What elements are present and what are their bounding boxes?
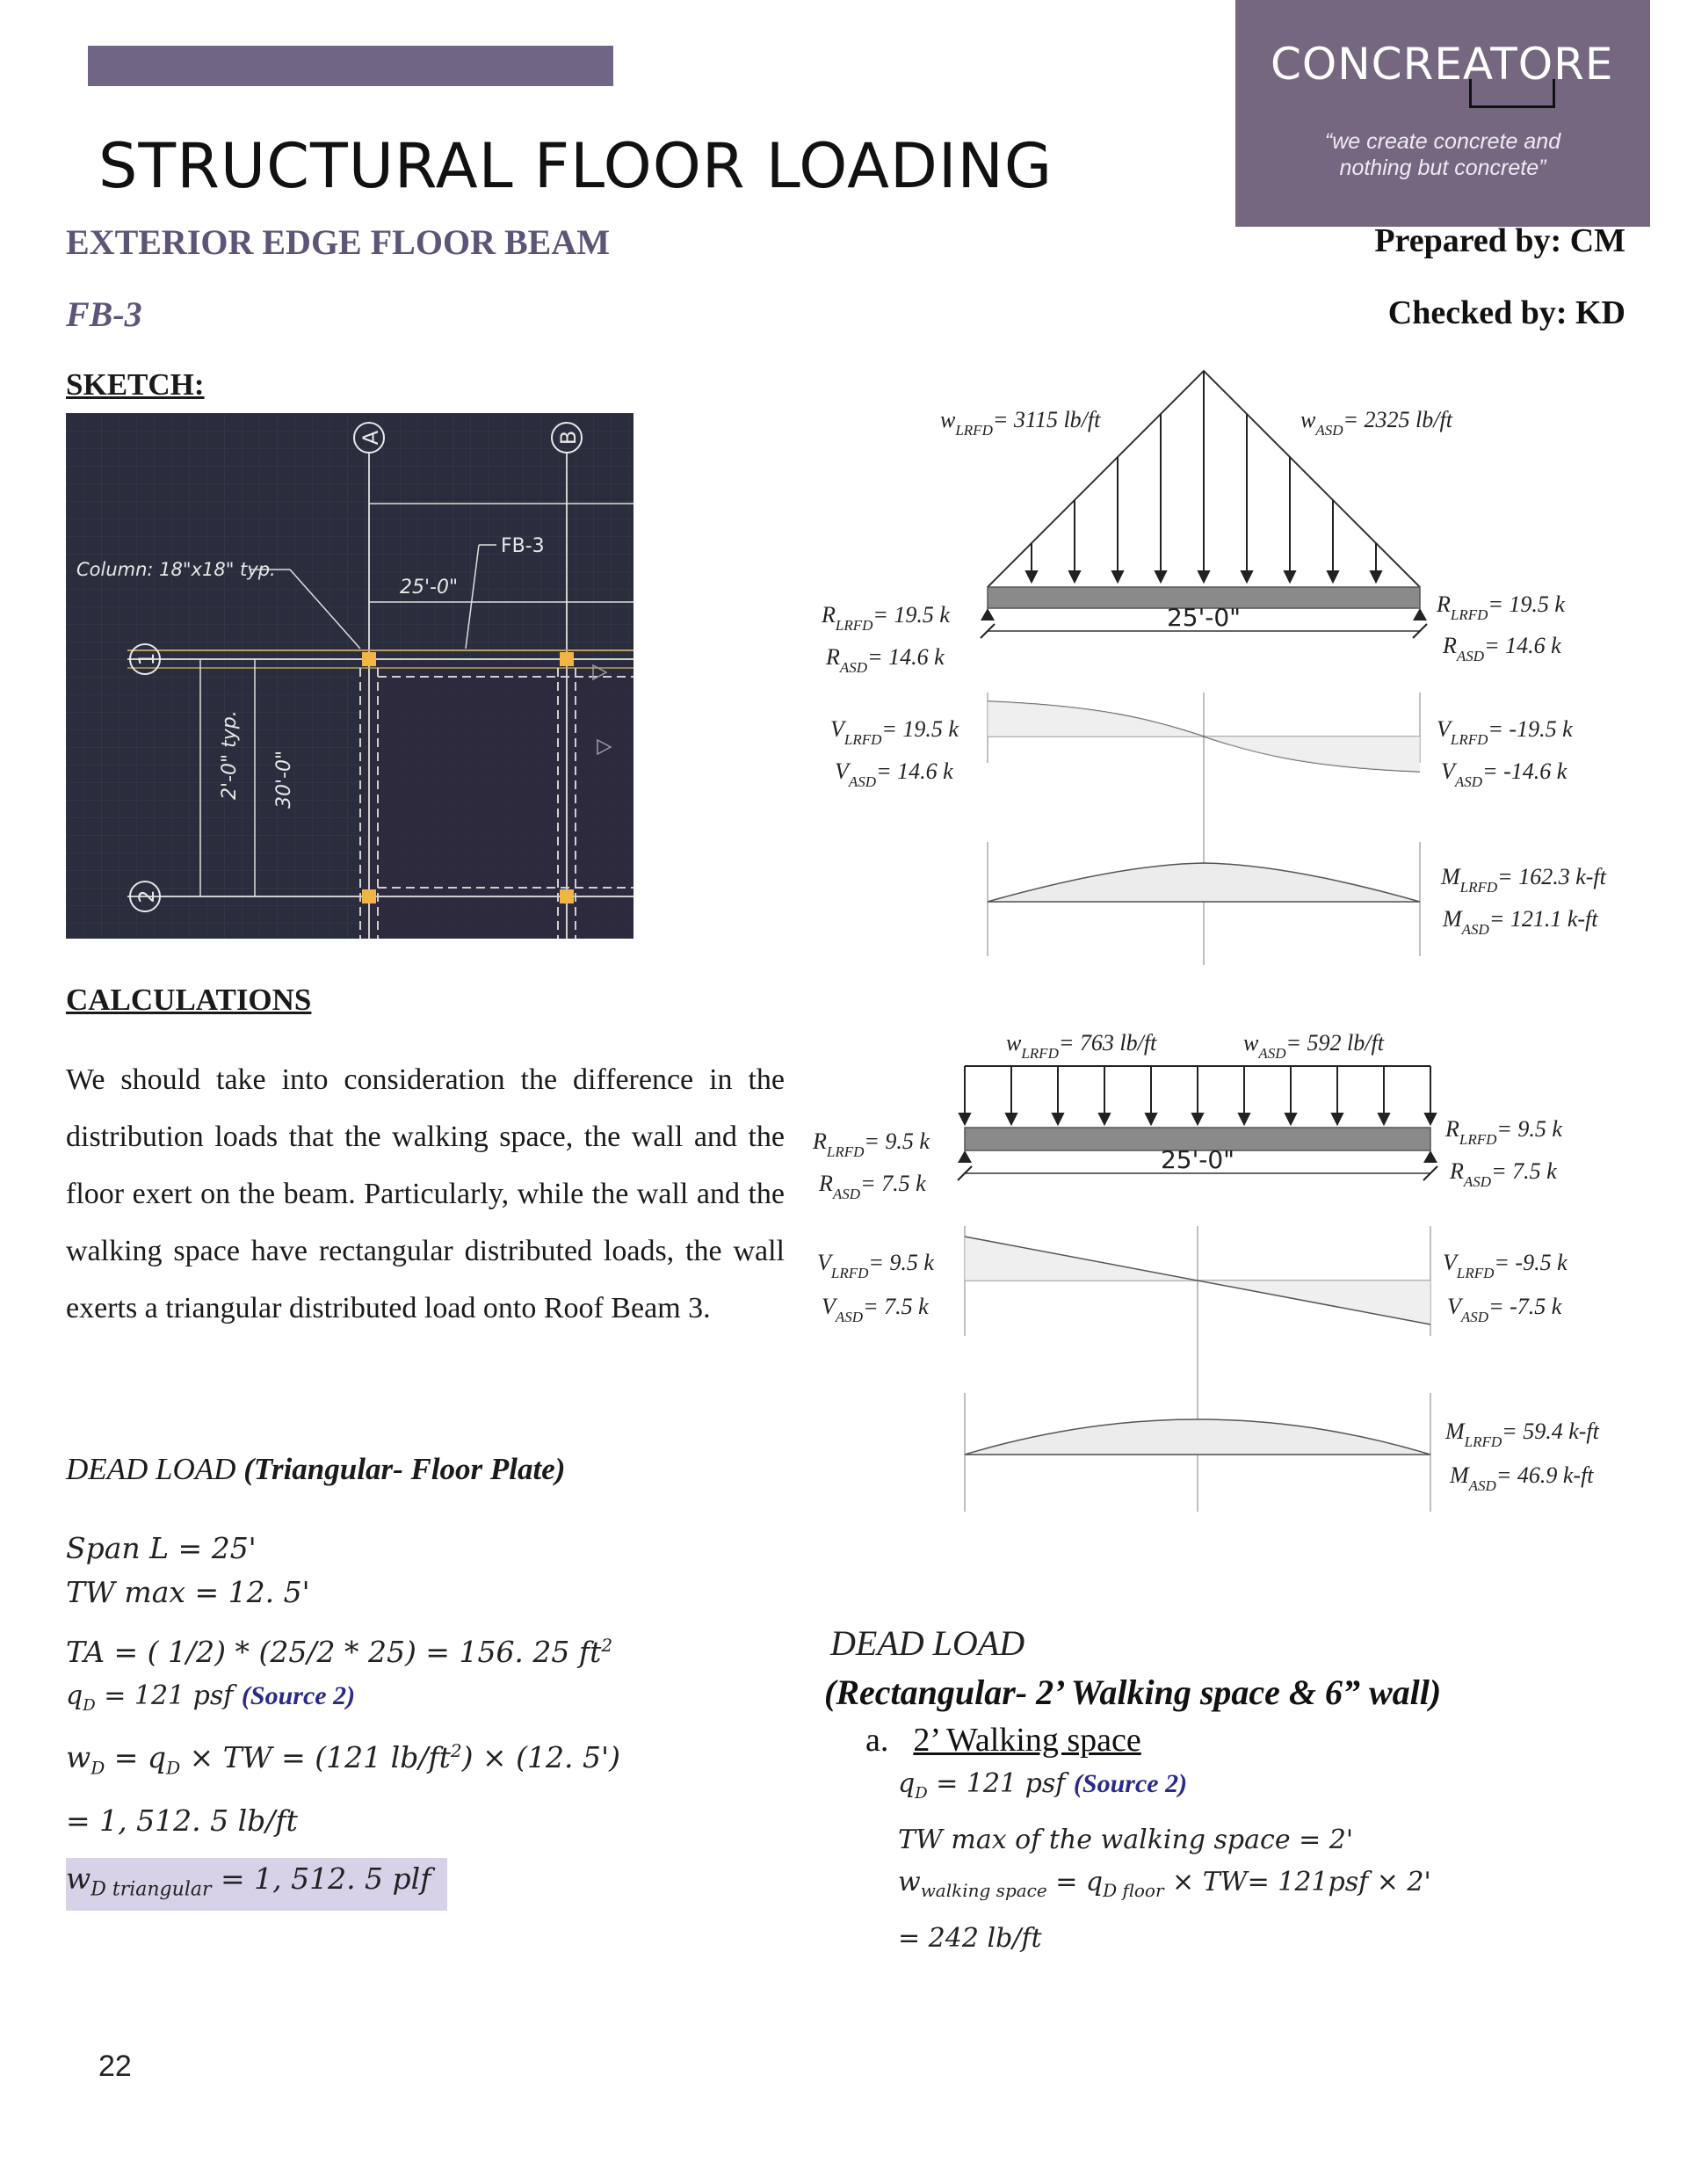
qd-equation: $q_D = 121$ psf (Source 2) — [66, 1680, 356, 1715]
load-arrows — [959, 1066, 1436, 1124]
v-lrfd-left: = 19.5 k — [881, 716, 959, 742]
wd-triangular-result: $w_{D triangular} = 1$, 512. 5 plf — [66, 1861, 431, 1901]
column-marker — [362, 889, 376, 903]
column-note: Column: 18"x18" typ. — [76, 559, 276, 580]
walking-space-item: a. 2’ Walking space — [865, 1722, 1141, 1759]
brand-tagline — [1235, 128, 1650, 181]
svg-text:VASD= 7.5 k: $V_{ASD}= 7.5$ k — [822, 1294, 929, 1325]
svg-text:RLRFD= 19.5 k: $R_{LRFD}= 19.5$ k — [1437, 591, 1565, 623]
span-label: 25'-0" — [1160, 1145, 1235, 1174]
sketch-heading: SKETCH: — [66, 367, 205, 402]
span-dimension: 25'-0" — [400, 577, 459, 599]
tw-max-equation: TW max = 12. 5' — [66, 1575, 310, 1609]
v-asd-right: = -7.5 k — [1488, 1294, 1562, 1319]
r-asd-right: = 14.6 k — [1484, 633, 1561, 658]
svg-text:RLRFD= 9.5 k: $R_{LRFD}= 9.5$ k — [1445, 1116, 1562, 1148]
v-lrfd-left: = 9.5 k — [868, 1250, 934, 1275]
column-marker — [560, 652, 574, 666]
svg-text:VASD= -14.6 k: $V_{ASD}= -14.6$ k — [1441, 758, 1568, 790]
dead-load-rect-subheading: (Rectangular- 2’ Walking space & 6” wall) — [824, 1672, 1442, 1712]
svg-text:RASD= 7.5 k: $R_{ASD}= 7.5$ k — [1450, 1158, 1557, 1190]
calculations-heading: CALCULATIONS — [66, 983, 312, 1017]
w-lrfd-value: = 3115 lb/ft — [992, 407, 1101, 432]
header-accent-bar — [88, 46, 613, 86]
dim-typ: 2'-0" typ. — [219, 710, 241, 800]
w-asd-value: = 2325 lb/ft — [1343, 407, 1452, 432]
r-asd-left: = 14.6 k — [867, 644, 945, 670]
svg-text:RASD= 14.6 k: $R_{ASD}= 14.6$ k — [1443, 633, 1561, 664]
grid-label-2: 2 — [134, 889, 159, 903]
r-lrfd-right: = 19.5 k — [1488, 591, 1565, 617]
load-arrows — [988, 371, 1381, 587]
svg-text:wLRFD= 763 lb/ft: $w_{LRFD}= 763$ lb/ft — [1006, 1030, 1157, 1062]
tagline-line-2: nothing but concrete” — [1339, 156, 1546, 180]
r-asd-right: = 7.5 k — [1491, 1158, 1557, 1184]
svg-text:VASD= 14.6 k: $V_{ASD}= 14.6$ k — [835, 758, 953, 790]
r-asd-left: = 7.5 k — [860, 1171, 926, 1196]
load-diagram-triangular — [817, 367, 1643, 965]
page-title: STRUCTURAL FLOOR LOADING — [98, 130, 1053, 202]
span-equation: Span L = 25' — [66, 1531, 257, 1565]
logo-bracket-icon — [1469, 79, 1555, 108]
span-label: 25'-0" — [1166, 603, 1242, 632]
column-marker — [560, 889, 574, 903]
tw-walking-equation: TW max of the walking space = 2' — [898, 1825, 1354, 1855]
svg-text:MASD= 46.9 k-ft: $M_{ASD}= 46.9$ k-ft — [1450, 1462, 1594, 1494]
svg-text:RLRFD= 9.5 k: $R_{LRFD}= 9.5$ k — [813, 1128, 930, 1160]
calculations-paragraph: We should take into consideration the difference in the distribution loads that the walking space, the wall and the floor exert on the beam. Particularly, while the wall and the walking space have rectangular distributed loads, the wall exerts a triangular distributed load onto Roof Beam 3. — [66, 1063, 785, 1324]
r-lrfd-right: = 9.5 k — [1496, 1116, 1562, 1142]
dim-bay: 30'-0" — [273, 750, 295, 809]
m-lrfd: = 59.4 k-ft — [1502, 1419, 1599, 1444]
svg-text:MASD= 121.1 k-ft: $M_{ASD}= 121.1$ k-ft — [1443, 906, 1598, 938]
grid-label-1: 1 — [134, 652, 159, 666]
svg-text:RASD= 14.6 k: $R_{ASD}= 14.6$ k — [826, 644, 945, 676]
svg-text:VLRFD= -9.5 k: $V_{LRFD}= -9.5$ k — [1443, 1250, 1568, 1281]
plan-drawing — [66, 413, 634, 939]
w-walking-equation: $w_{walking space} = q_{D floor} \times TW= 121psf \times 2'$ — [898, 1867, 1431, 1901]
svg-text:wASD= 592 lb/ft: $w_{ASD}= 592$ lb/ft — [1243, 1030, 1384, 1062]
v-lrfd-right: = -9.5 k — [1494, 1250, 1568, 1275]
page-number: 22 — [98, 2050, 132, 2083]
v-asd-right: = -14.6 k — [1482, 758, 1568, 784]
svg-text:RASD= 7.5 k: $R_{ASD}= 7.5$ k — [819, 1171, 926, 1202]
r-lrfd-left: = 19.5 k — [872, 602, 950, 628]
grid-label-a: A — [358, 430, 383, 446]
v-asd-left: = 14.6 k — [876, 758, 953, 784]
brand-box — [1235, 0, 1650, 227]
svg-text:VASD= -7.5 k: $V_{ASD}= -7.5$ k — [1447, 1294, 1562, 1325]
qd-rect-equation: $q_D = 121$ psf (Source 2) — [898, 1768, 1188, 1803]
w-asd-value: = 592 lb/ft — [1285, 1030, 1384, 1056]
v-asd-left: = 7.5 k — [863, 1294, 929, 1319]
svg-text:VLRFD= 19.5 k: $V_{LRFD}= 19.5$ k — [830, 716, 959, 748]
load-diagram-rectangular — [808, 1015, 1643, 1525]
m-lrfd: = 162.3 k-ft — [1497, 864, 1606, 889]
w-walking-result: = 242 lb/ft — [898, 1923, 1042, 1954]
prepared-by: Prepared by: CM — [1374, 222, 1625, 259]
grid-label-b: B — [556, 430, 581, 446]
tagline-line-1: “we create concrete and — [1324, 129, 1561, 154]
r-lrfd-left: = 9.5 k — [864, 1128, 930, 1154]
column-marker — [362, 652, 376, 666]
dead-load-triangular-heading: DEAD LOAD (Triangular- Floor Plate) — [66, 1452, 566, 1486]
sketch-image — [66, 413, 634, 939]
beam-id: FB-3 — [66, 294, 142, 334]
svg-text:VLRFD= 9.5 k: $V_{LRFD}= 9.5$ k — [817, 1250, 934, 1281]
w-lrfd-value: = 763 lb/ft — [1058, 1030, 1157, 1056]
svg-text:VLRFD= -19.5 k: $V_{LRFD}= -19.5$ k — [1437, 716, 1573, 748]
svg-text:MLRFD= 162.3 k-ft: $M_{LRFD}= 162.3$ k-ft — [1441, 864, 1606, 896]
v-lrfd-right: = -19.5 k — [1488, 716, 1573, 742]
wd-equation: $w_D = q_D$ × TW = (121 $lb/ft^2) \times (12$. 5') — [66, 1740, 620, 1779]
svg-text:MLRFD= 59.4 k-ft: $M_{LRFD}= 59.4$ k-ft — [1445, 1419, 1599, 1450]
m-asd: = 121.1 k-ft — [1488, 906, 1598, 932]
wd-result-line: = 1, 512. 5 lb/ft — [66, 1803, 298, 1838]
dead-load-rect-heading: DEAD LOAD — [830, 1623, 1025, 1663]
checked-by: Checked by: KD — [1387, 294, 1625, 331]
svg-text:wLRFD= 3115 lb/ft: $w_{LRFD}= 3115$ lb/ft — [940, 407, 1101, 439]
m-asd: = 46.9 k-ft — [1495, 1462, 1594, 1488]
svg-text:wASD= 2325 lb/ft: $w_{ASD}= 2325$ lb/ft — [1300, 407, 1452, 439]
page-subtitle: EXTERIOR EDGE FLOOR BEAM — [66, 222, 610, 262]
svg-text:RLRFD= 19.5 k: $R_{LRFD}= 19.5$ k — [822, 602, 950, 634]
beam-callout: FB-3 — [501, 535, 545, 557]
ta-equation: TA = ( 1/2) * (25/2 * 25) = 156. 25 $ft^2$ — [66, 1635, 613, 1669]
brand-logo-text: CONCREATORE — [1271, 39, 1614, 90]
